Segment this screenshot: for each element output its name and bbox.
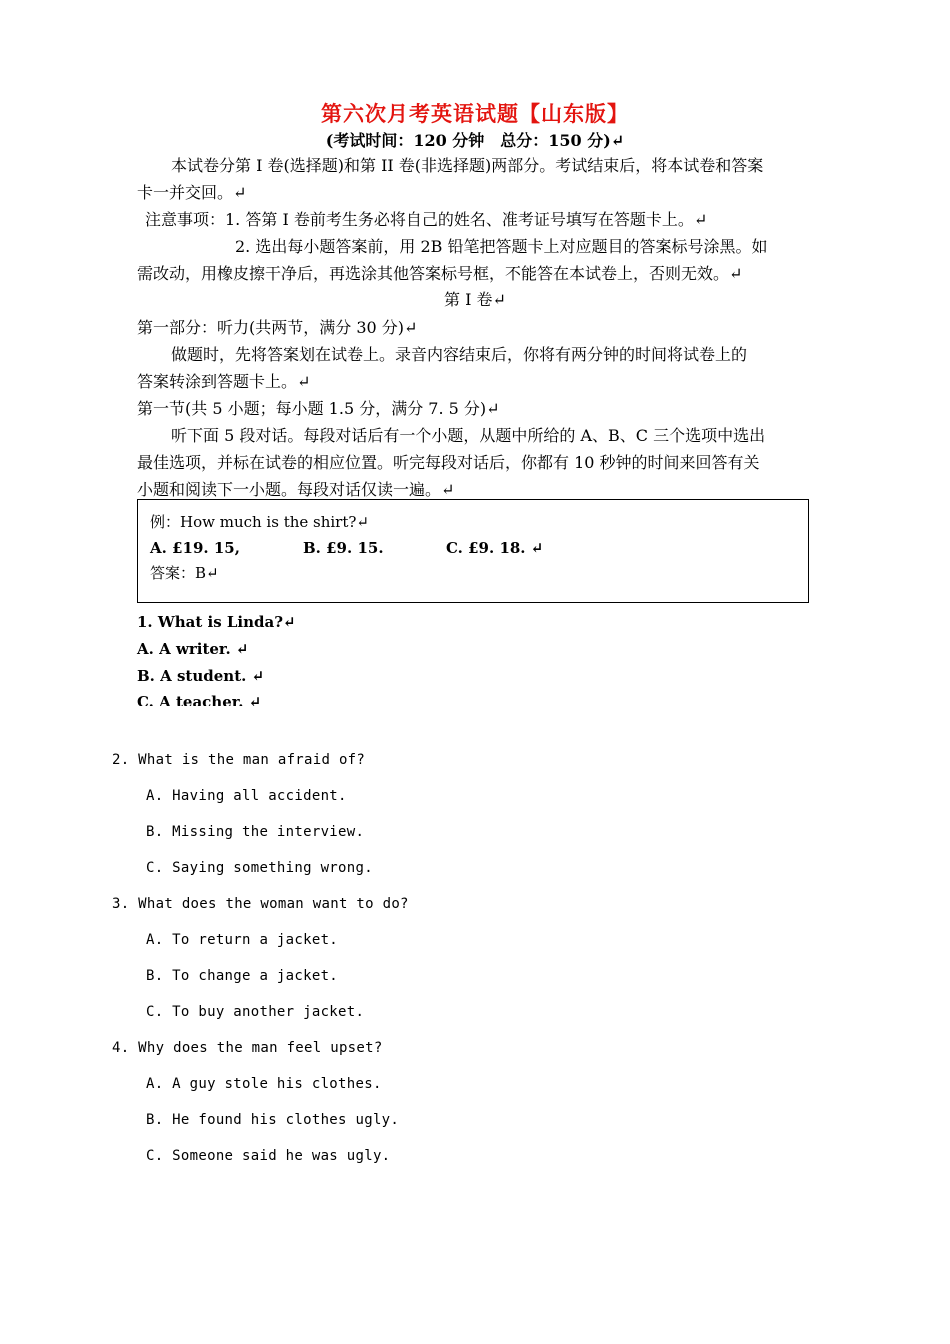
q4-question: 4. Why does the man feel upset? xyxy=(112,1040,383,1056)
example-answer: 答案：B↵ xyxy=(150,564,219,582)
q3-option-b: B. To change a jacket. xyxy=(146,968,339,984)
example-option-a: A. £19. 15, xyxy=(150,539,240,557)
q4-option-a: A. A guy stole his clothes. xyxy=(146,1076,382,1092)
q1-option-b: B. A student. ↵ xyxy=(137,667,265,685)
notes-line-2: 2. 选出每小题答案前，用 2B 铅笔把答题卡上对应题目的答案标号涂黑。如 xyxy=(235,237,768,256)
exam-title: 第六次月考英语试题【山东版】 xyxy=(321,101,629,126)
example-option-b: B. £9. 15. xyxy=(303,539,384,557)
q2-option-c: C. Saying something wrong. xyxy=(146,860,373,876)
q4-option-b: B. He found his clothes ugly. xyxy=(146,1112,400,1128)
section1-desc-line-2: 最佳选项，并标在试卷的相应位置。听完每段对话后，你都有 10 秒钟的时间来回答有关 xyxy=(137,453,760,472)
q4-option-c: C. Someone said he was ugly. xyxy=(146,1148,391,1164)
q3-option-c: C. To buy another jacket. xyxy=(146,1004,365,1020)
part1-heading: 第一部分：听力(共两节，满分 30 分)↵ xyxy=(137,318,418,337)
q1-option-c: C. A teacher. ↵ xyxy=(137,693,262,706)
example-option-c: C. £9. 18. ↵ xyxy=(446,539,544,557)
q2-option-b: B. Missing the interview. xyxy=(146,824,365,840)
section1-desc-line-1: 听下面 5 段对话。每段对话后有一个小题，从题中所给的 A、B、C 三个选项中选出 xyxy=(171,426,766,445)
q3-question: 3. What does the woman want to do? xyxy=(112,896,409,912)
notes-line-1: 注意事项：1. 答第 I 卷前考生务必将自己的姓名、准考证号填写在答题卡上。↵ xyxy=(145,210,708,229)
q2-question: 2. What is the man afraid of? xyxy=(112,752,366,768)
example-box xyxy=(137,499,809,603)
part1-desc-line-2: 答案转涂到答题卡上。↵ xyxy=(137,372,311,391)
q3-option-a: A. To return a jacket. xyxy=(146,932,339,948)
exam-subtitle: (考试时间：120 分钟 总分：150 分)↵ xyxy=(325,131,625,150)
q1-question: 1. What is Linda?↵ xyxy=(137,613,296,631)
notes-line-3: 需改动，用橡皮擦干净后，再选涂其他答案标号框，不能答在本试卷上，否则无效。↵ xyxy=(137,264,743,283)
section1-desc-line-3: 小题和阅读下一小题。每段对话仅读一遍。↵ xyxy=(137,480,455,499)
volume-title: 第 I 卷↵ xyxy=(444,290,506,309)
part1-desc-line-1: 做题时，先将答案划在试卷上。录音内容结束后，你将有两分钟的时间将试卷上的 xyxy=(171,345,748,364)
intro-line-1: 本试卷分第 I 卷(选择题)和第 II 卷(非选择题)两部分。考试结束后，将本试卷和答案 xyxy=(171,156,764,175)
intro-line-2: 卡一并交回。↵ xyxy=(137,183,247,202)
example-question: 例：How much is the shirt?↵ xyxy=(150,513,369,531)
q1-option-a: A. A writer. ↵ xyxy=(137,640,249,658)
q2-option-a: A. Having all accident. xyxy=(146,788,347,804)
section1-heading: 第一节(共 5 小题；每小题 1.5 分，满分 7. 5 分)↵ xyxy=(137,399,500,418)
